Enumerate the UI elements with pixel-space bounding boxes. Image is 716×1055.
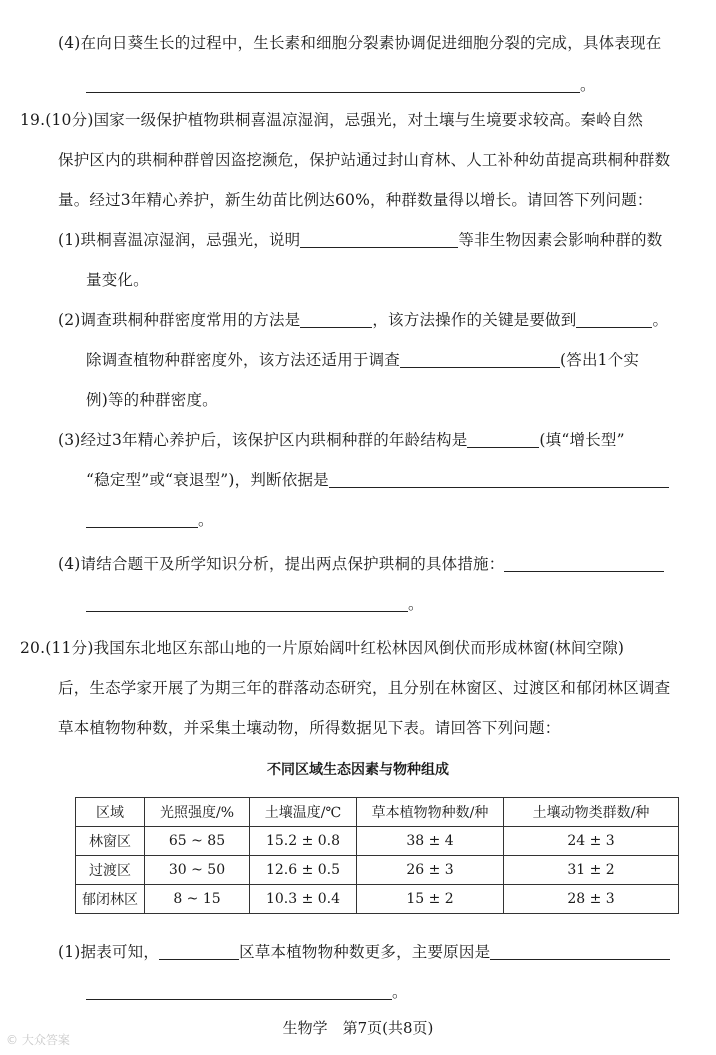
q19-part3-text: (3)经过3年精心养护后，该保护区内珙桐种群的年龄结构是	[58, 431, 468, 449]
q19-stem-line1: 19.(10分)国家一级保护植物珙桐喜温凉湿润，忌强光，对土壤与生境要求较高。秦岭自然	[20, 111, 644, 129]
table-cell: 15 ± 2	[357, 885, 504, 914]
table-cell: 24 ± 3	[504, 827, 679, 856]
q19-part2-text-e: (答出1个实	[560, 351, 640, 369]
q20-part1	[58, 941, 670, 963]
table-row	[76, 885, 679, 914]
answer-blank[interactable]	[329, 471, 669, 488]
watermark-icon: ©	[6, 1033, 18, 1047]
q19-part2-cont2: 例)等的种群密度。	[86, 391, 218, 409]
watermark-text: 大众答案	[21, 1033, 70, 1047]
ecology-data-table	[75, 797, 679, 914]
table-cell: 65 ~ 85	[145, 827, 250, 856]
answer-blank[interactable]	[467, 431, 539, 448]
answer-blank[interactable]	[504, 555, 664, 572]
period: 。	[652, 311, 669, 329]
q19-part3	[58, 429, 625, 451]
period: 。	[408, 595, 424, 613]
q19-part2-cont	[86, 349, 639, 371]
table-cell: 38 ± 4	[357, 827, 504, 856]
table-cell: 26 ± 3	[357, 856, 504, 885]
q19-stem-line3: 量。经过3年精心养护，新生幼苗比例达60%，种群数量得以增长。请回答下列问题：	[58, 191, 653, 209]
page-footer: 生物学 第7页(共8页)	[282, 1019, 434, 1037]
table-cell: 31 ± 2	[504, 856, 679, 885]
answer-blank[interactable]	[300, 231, 458, 248]
q19-part4-cont	[86, 593, 424, 615]
q18-part4-answer-line	[86, 74, 596, 96]
q20-stem-line2: 后，生态学家开展了为期三年的群落动态研究，且分别在林窗区、过渡区和郁闭林区调查	[58, 679, 671, 697]
answer-blank[interactable]	[159, 943, 239, 960]
q19-part1-text-b: 等非生物因素会影响种群的数	[458, 231, 663, 249]
q20-stem-line3: 草本植物物种数，并采集土壤动物，所得数据见下表。请回答下列问题：	[58, 719, 561, 737]
q19-part4	[58, 553, 664, 575]
answer-blank[interactable]	[576, 311, 652, 328]
period: 。	[392, 983, 408, 1001]
q19-part3-text-b: (填“增长型”	[539, 431, 625, 449]
table-header-cell: 土壤温度/℃	[250, 798, 357, 827]
q19-part2-text: (2)调查珙桐种群密度常用的方法是	[58, 311, 301, 329]
q20-part1-text: (1)据表可知，	[58, 943, 160, 961]
q19-part3-text-c: “稳定型”或“衰退型”)，判断依据是	[86, 471, 329, 489]
q20-part1-cont	[86, 981, 408, 1003]
answer-blank[interactable]	[86, 983, 392, 1000]
table-cell: 12.6 ± 0.5	[250, 856, 357, 885]
table-cell: 10.3 ± 0.4	[250, 885, 357, 914]
answer-blank[interactable]	[86, 595, 408, 612]
table-cell: 郁闭林区	[76, 885, 145, 914]
table-cell: 8 ~ 15	[145, 885, 250, 914]
table-cell: 28 ± 3	[504, 885, 679, 914]
answer-blank[interactable]	[300, 311, 372, 328]
q19-part4-text: (4)请结合题干及所学知识分析，提出两点保护珙桐的具体措施：	[58, 555, 505, 573]
q19-part2-text-b: ，该方法操作的关键是要做到	[372, 311, 577, 329]
watermark-logo	[6, 1031, 70, 1048]
q19-stem-line2: 保护区内的珙桐种群曾因盗挖濒危，保护站通过封山育林、人工补种幼苗提高珙桐种群数	[58, 151, 671, 169]
table-header-cell: 光照强度/%	[145, 798, 250, 827]
table-row	[76, 856, 679, 885]
answer-blank[interactable]	[490, 943, 670, 960]
table-row	[76, 827, 679, 856]
table-title: 不同区域生态因素与物种组成	[267, 762, 449, 778]
table-header-cell: 土壤动物类群数/种	[504, 798, 679, 827]
q19-part2	[58, 309, 668, 331]
table-cell: 30 ~ 50	[145, 856, 250, 885]
answer-blank[interactable]	[86, 76, 580, 93]
answer-blank[interactable]	[86, 511, 198, 528]
period: 。	[580, 76, 596, 94]
q19-part2-text-d: 除调查植物种群密度外，该方法还适用于调查	[86, 351, 401, 369]
table-cell: 过渡区	[76, 856, 145, 885]
q20-stem-line1: 20.(11分)我国东北地区东部山地的一片原始阔叶红松林因风倒伏而形成林窗(林间空隙)	[20, 639, 625, 657]
q19-part1-cont: 量变化。	[86, 271, 149, 289]
q19-part1	[58, 229, 662, 251]
period: 。	[198, 511, 214, 529]
q19-part3-cont	[86, 469, 669, 491]
table-header-cell: 草本植物物种数/种	[357, 798, 504, 827]
table-header-cell: 区域	[76, 798, 145, 827]
table-header-row	[76, 798, 679, 827]
table-cell: 林窗区	[76, 827, 145, 856]
answer-blank[interactable]	[400, 351, 560, 368]
q18-part4-text: (4)在向日葵生长的过程中，生长素和细胞分裂素协调促进细胞分裂的完成，具体表现在	[58, 34, 662, 52]
q19-part3-cont2	[86, 509, 214, 531]
q20-part1-text-b: 区草本植物物种数更多，主要原因是	[239, 943, 491, 961]
q19-part1-text: (1)珙桐喜温凉湿润，忌强光，说明	[58, 231, 301, 249]
table-cell: 15.2 ± 0.8	[250, 827, 357, 856]
